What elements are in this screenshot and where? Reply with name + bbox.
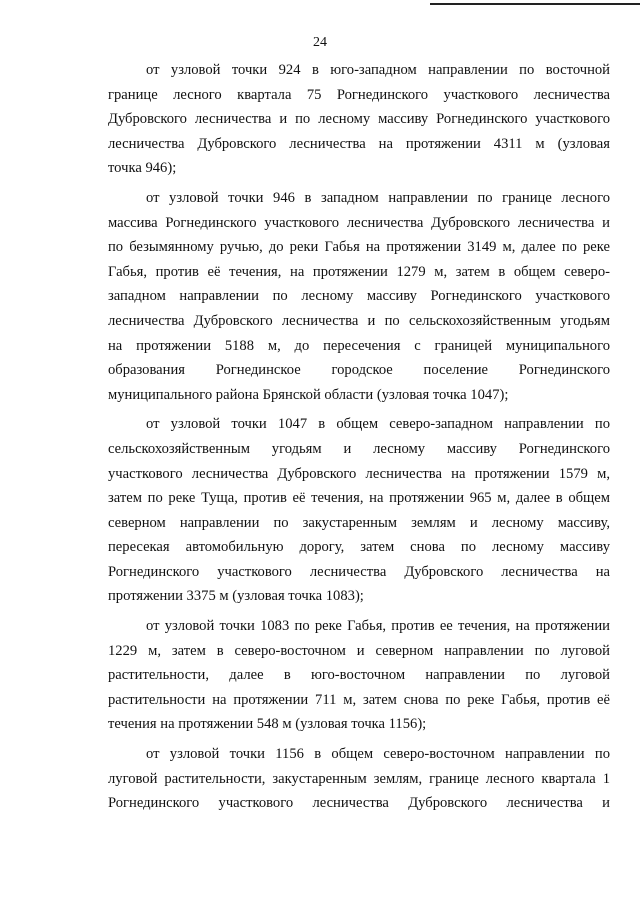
text-line: массива Рогнединского участкового лесничества Дубровского лесничества и [108,214,610,231]
text-line: от узловой точки 924 в юго-западном направлении по восточной [146,62,610,78]
page-number: 24 [313,35,327,50]
text-line: течения на протяжении 548 м (узловая точка 1156); [108,716,427,733]
text-line: от узловой точки 1083 по реке Габья, против ее течения, на протяжении [146,618,610,635]
text-line: сельскохозяйственным угодьям и лесному массиву Рогнединского [108,440,610,457]
text-line: точка 946); [108,160,177,177]
paragraph [108,614,610,737]
text-line: лесничества Дубровского лесничества и по сельскохозяйственным угодьям [108,312,610,329]
paragraph [108,186,610,407]
text-line: участкового лесничества Дубровского лесничества на протяжении 1579 м, [108,465,610,482]
paragraph [108,742,610,816]
text-line: от узловой точки 1047 в общем северо-западном направлении по [146,416,610,433]
text-line: лесничества Дубровского лесничества на протяжении 4311 м (узловая [108,135,610,152]
text-line: протяжении 3375 м (узловая точка 1083); [108,588,364,605]
paragraph [108,412,610,609]
text-line: по безымянному ручью, до реки Габья на протяжении 3149 м, далее по реке [108,239,610,256]
text-line: пересекая автомобильную дорогу, затем снова по лесному массиву [108,539,610,556]
text-line: границе лесного квартала 75 Рогнединского участкового лесничества [108,86,610,103]
text-line: Рогнединского участкового лесничества Дубровского лесничества и [108,795,610,812]
text-line: Дубровского лесничества и по лесному массиву Рогнединского участкового [108,111,610,128]
text-line: муниципального района Брянской области (узловая точка 1047); [108,386,509,403]
text-line: от узловой точки 1156 в общем северо-восточном направлении по [146,746,610,763]
top-rule-line [430,3,640,5]
text-line: растительности на протяжении 711 м, затем снова по реке Габья, против её [108,691,610,708]
text-line: от узловой точки 946 в западном направлении по границе лесного [146,189,610,206]
text-line: растительности, далее в юго-восточном направлении по луговой [108,667,610,684]
text-line: северном направлении по закустаренным землям и лесному массиву, [108,514,610,531]
body-text [108,58,610,821]
paragraph [108,58,610,181]
text-line: луговой растительности, закустаренным землям, границе лесного квартала 1 [108,770,610,787]
text-line: западном направлении по лесному массиву Рогнединского участкового [108,288,610,305]
text-line: затем по реке Туща, против её течения, на протяжении 965 м, далее в общем [108,490,610,507]
text-line: на протяжении 5188 м, до пересечения с границей муниципального [108,337,610,354]
text-line: 1229 м, затем в северо-восточном и северном направлении по луговой [108,642,610,659]
text-line: Габья, против её течения, на протяжении 1279 м, затем в общем северо- [108,263,610,280]
text-line: Рогнединского участкового лесничества Дубровского лесничества на [108,563,610,580]
text-line: образования Рогнединское городское поселение Рогнединского [108,362,610,379]
